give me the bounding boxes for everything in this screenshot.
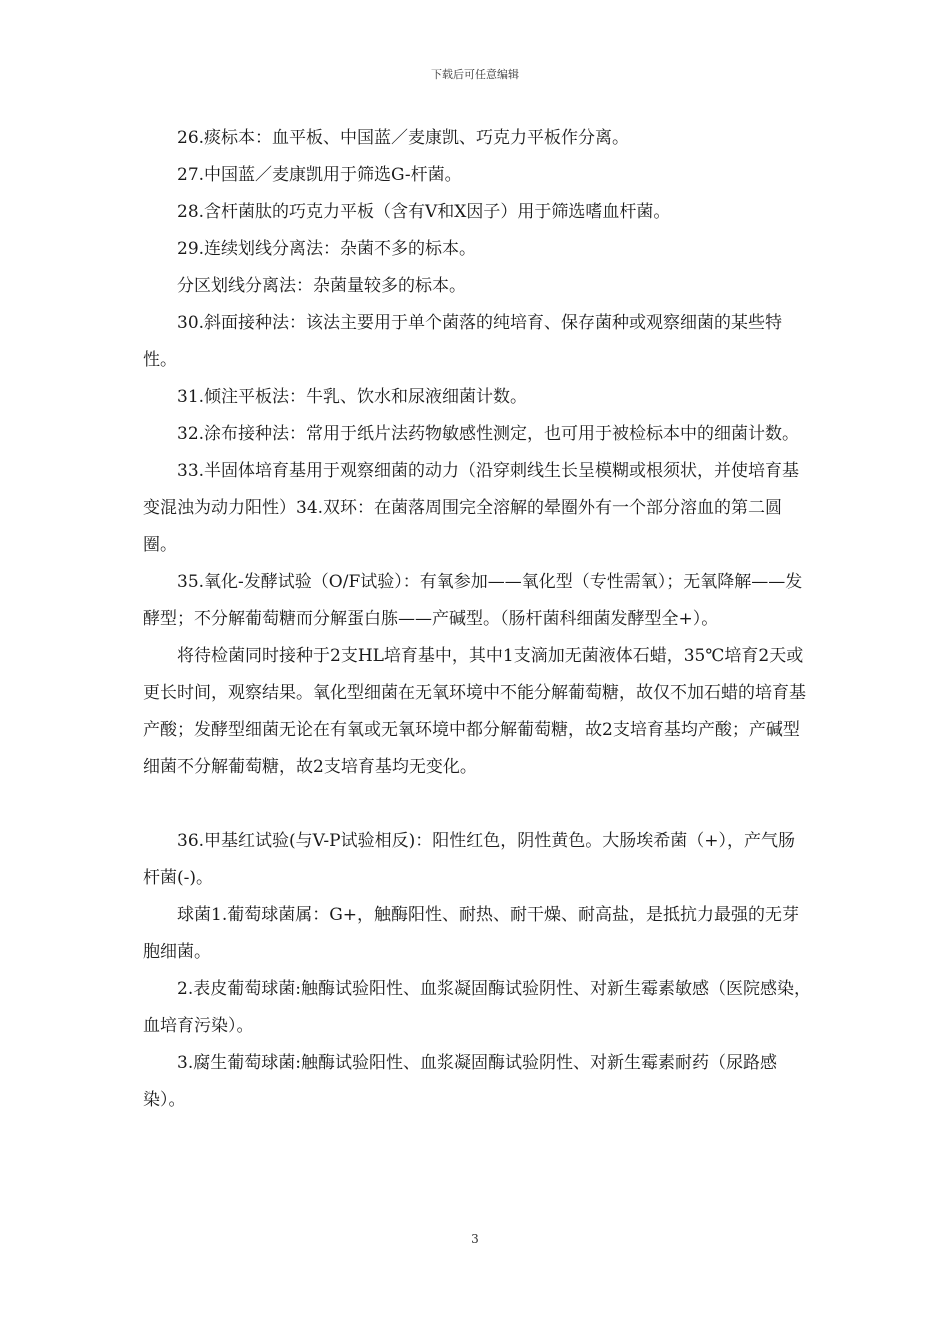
paragraph-29-sub: 分区划线分离法：杂菌量较多的标本。 [177, 276, 466, 296]
paragraph-cocci-3: 3.腐生葡萄球菌:触酶试验阳性、血浆凝固酶试验阴性、对新生霉素耐药（尿路感染）。 [143, 1053, 777, 1110]
paragraph-28: 28.含杆菌肽的巧克力平板（含有V和X因子）用于筛选嗜血杆菌。 [177, 202, 671, 222]
paragraph-32: 32.涂布接种法：常用于纸片法药物敏感性测定，也可用于被检标本中的细菌计数。 [177, 424, 800, 444]
paragraph-36: 36.甲基红试验(与V-P试验相反)：阳性红色，阴性黄色。大肠埃希菌（+），产气肠杆菌(-)。 [143, 831, 795, 888]
paragraph-26: 26.痰标本：血平板、中国蓝／麦康凯、巧克力平板作分离。 [177, 128, 630, 148]
document-body [143, 120, 811, 1119]
paragraph-35: 35.氧化-发酵试验（O/F试验）：有氧参加——氧化型（专性需氧）；无氧降解——发酵型；不分解葡萄糖而分解蛋白胨——产碱型。（肠杆菌科细菌发酵型全+）。 [143, 572, 803, 629]
paragraph-35-method: 将待检菌同时接种于2支HL培育基中，其中1支滴加无菌液体石蜡，35℃培育2天或更长时间，观察结果。氧化型细菌在无氧环境中不能分解葡萄糖，故仅不加石蜡的培育基产酸；发酵型细菌无论在有氧或无氧环境中都分解葡萄糖，故2支培育基均产酸；产碱型细菌不分解葡萄糖，故2支培育基均无变化。 [143, 646, 806, 777]
page-number: 3 [471, 1232, 479, 1246]
paragraph-30: 30.斜面接种法：该法主要用于单个菌落的纯培育、保存菌种或观察细菌的某些特性。 [143, 313, 783, 370]
page-header: 下载后可任意编辑 [431, 68, 519, 81]
paragraph-cocci-1: 球菌1.葡萄球菌属：G+，触酶阳性、耐热、耐干燥、耐高盐，是抵抗力最强的无芽胞细菌。 [143, 905, 800, 962]
paragraph-29: 29.连续划线分离法：杂菌不多的标本。 [177, 239, 477, 259]
paragraph-27: 27.中国蓝／麦康凯用于筛选G-杆菌。 [177, 165, 462, 185]
paragraph-cocci-2: 2.表皮葡萄球菌:触酶试验阳性、血浆凝固酶试验阴性、对新生霉素敏感（医院感染，血培育污染）。 [143, 979, 811, 1036]
paragraph-33-34: 33.半固体培育基用于观察细菌的动力（沿穿刺线生长呈模糊或根须状，并使培育基变混浊为动力阳性）34.双环：在菌落周围完全溶解的晕圈外有一个部分溶血的第二圆圈。 [143, 461, 800, 555]
paragraph-31: 31.倾注平板法：牛乳、饮水和尿液细菌计数。 [177, 387, 528, 407]
